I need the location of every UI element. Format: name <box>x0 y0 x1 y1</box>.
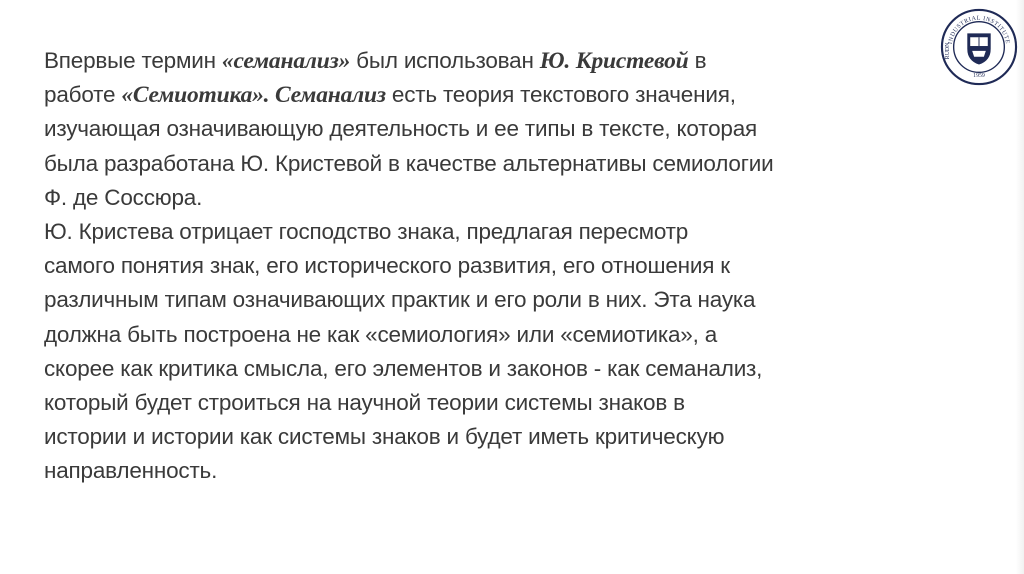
slide-edge-shadow <box>1016 0 1024 574</box>
paragraph2-line: Ю. Кристева отрицает господство знака, предлагая пересмотр <box>44 219 689 245</box>
work-title: «Семиотика». Семанализ <box>121 82 386 109</box>
text-run: был использован <box>350 48 540 73</box>
paragraph2-line: самого понятия знак, его исторического развития, его отношения к <box>44 253 730 279</box>
paragraph2-line: который будет строиться на научной теории системы знаков в <box>44 390 685 416</box>
text-run: есть теория текстового значения, <box>385 82 736 108</box>
institute-seal-logo <box>940 8 1018 86</box>
paragraph1-line2 <box>44 78 924 112</box>
paragraph1-line1 <box>44 44 924 78</box>
paragraph2-line: направленность. <box>44 458 218 484</box>
text-run: Впервые термин <box>44 48 222 73</box>
paragraph2-line: различным типам означивающих практик и его роли в них. Эта наука <box>44 287 756 313</box>
paragraph1-line3: изучающая означивающую деятельность и ее типы в тексте, которая <box>44 116 758 142</box>
paragraph2-line: скорее как критика смысла, его элементов и законов - как семанализ, <box>44 355 763 381</box>
svg-text:INDUSTRIAL INSTITUTE: INDUSTRIAL INSTITUTE <box>947 15 1011 45</box>
paragraph2-line: должна быть построена не как «семиология» или «семиотика», а <box>44 321 718 347</box>
author-name: Ю. Кристевой <box>539 48 689 74</box>
paragraph1-line4: была разработана Ю. Кристевой в качестве альтернативы семиологии <box>44 150 774 176</box>
paragraph2-line: истории и истории как системы знаков и будет иметь критическую <box>44 424 725 450</box>
svg-text:1959: 1959 <box>973 73 985 80</box>
svg-text:RUDN: RUDN <box>944 42 951 60</box>
term-semanalysis: «семанализ» <box>221 48 351 74</box>
paragraph1-line5: Ф. де Соссюра. <box>44 184 203 210</box>
text-run: работе <box>44 82 122 108</box>
body-text <box>44 44 924 489</box>
text-run: в <box>688 48 707 73</box>
